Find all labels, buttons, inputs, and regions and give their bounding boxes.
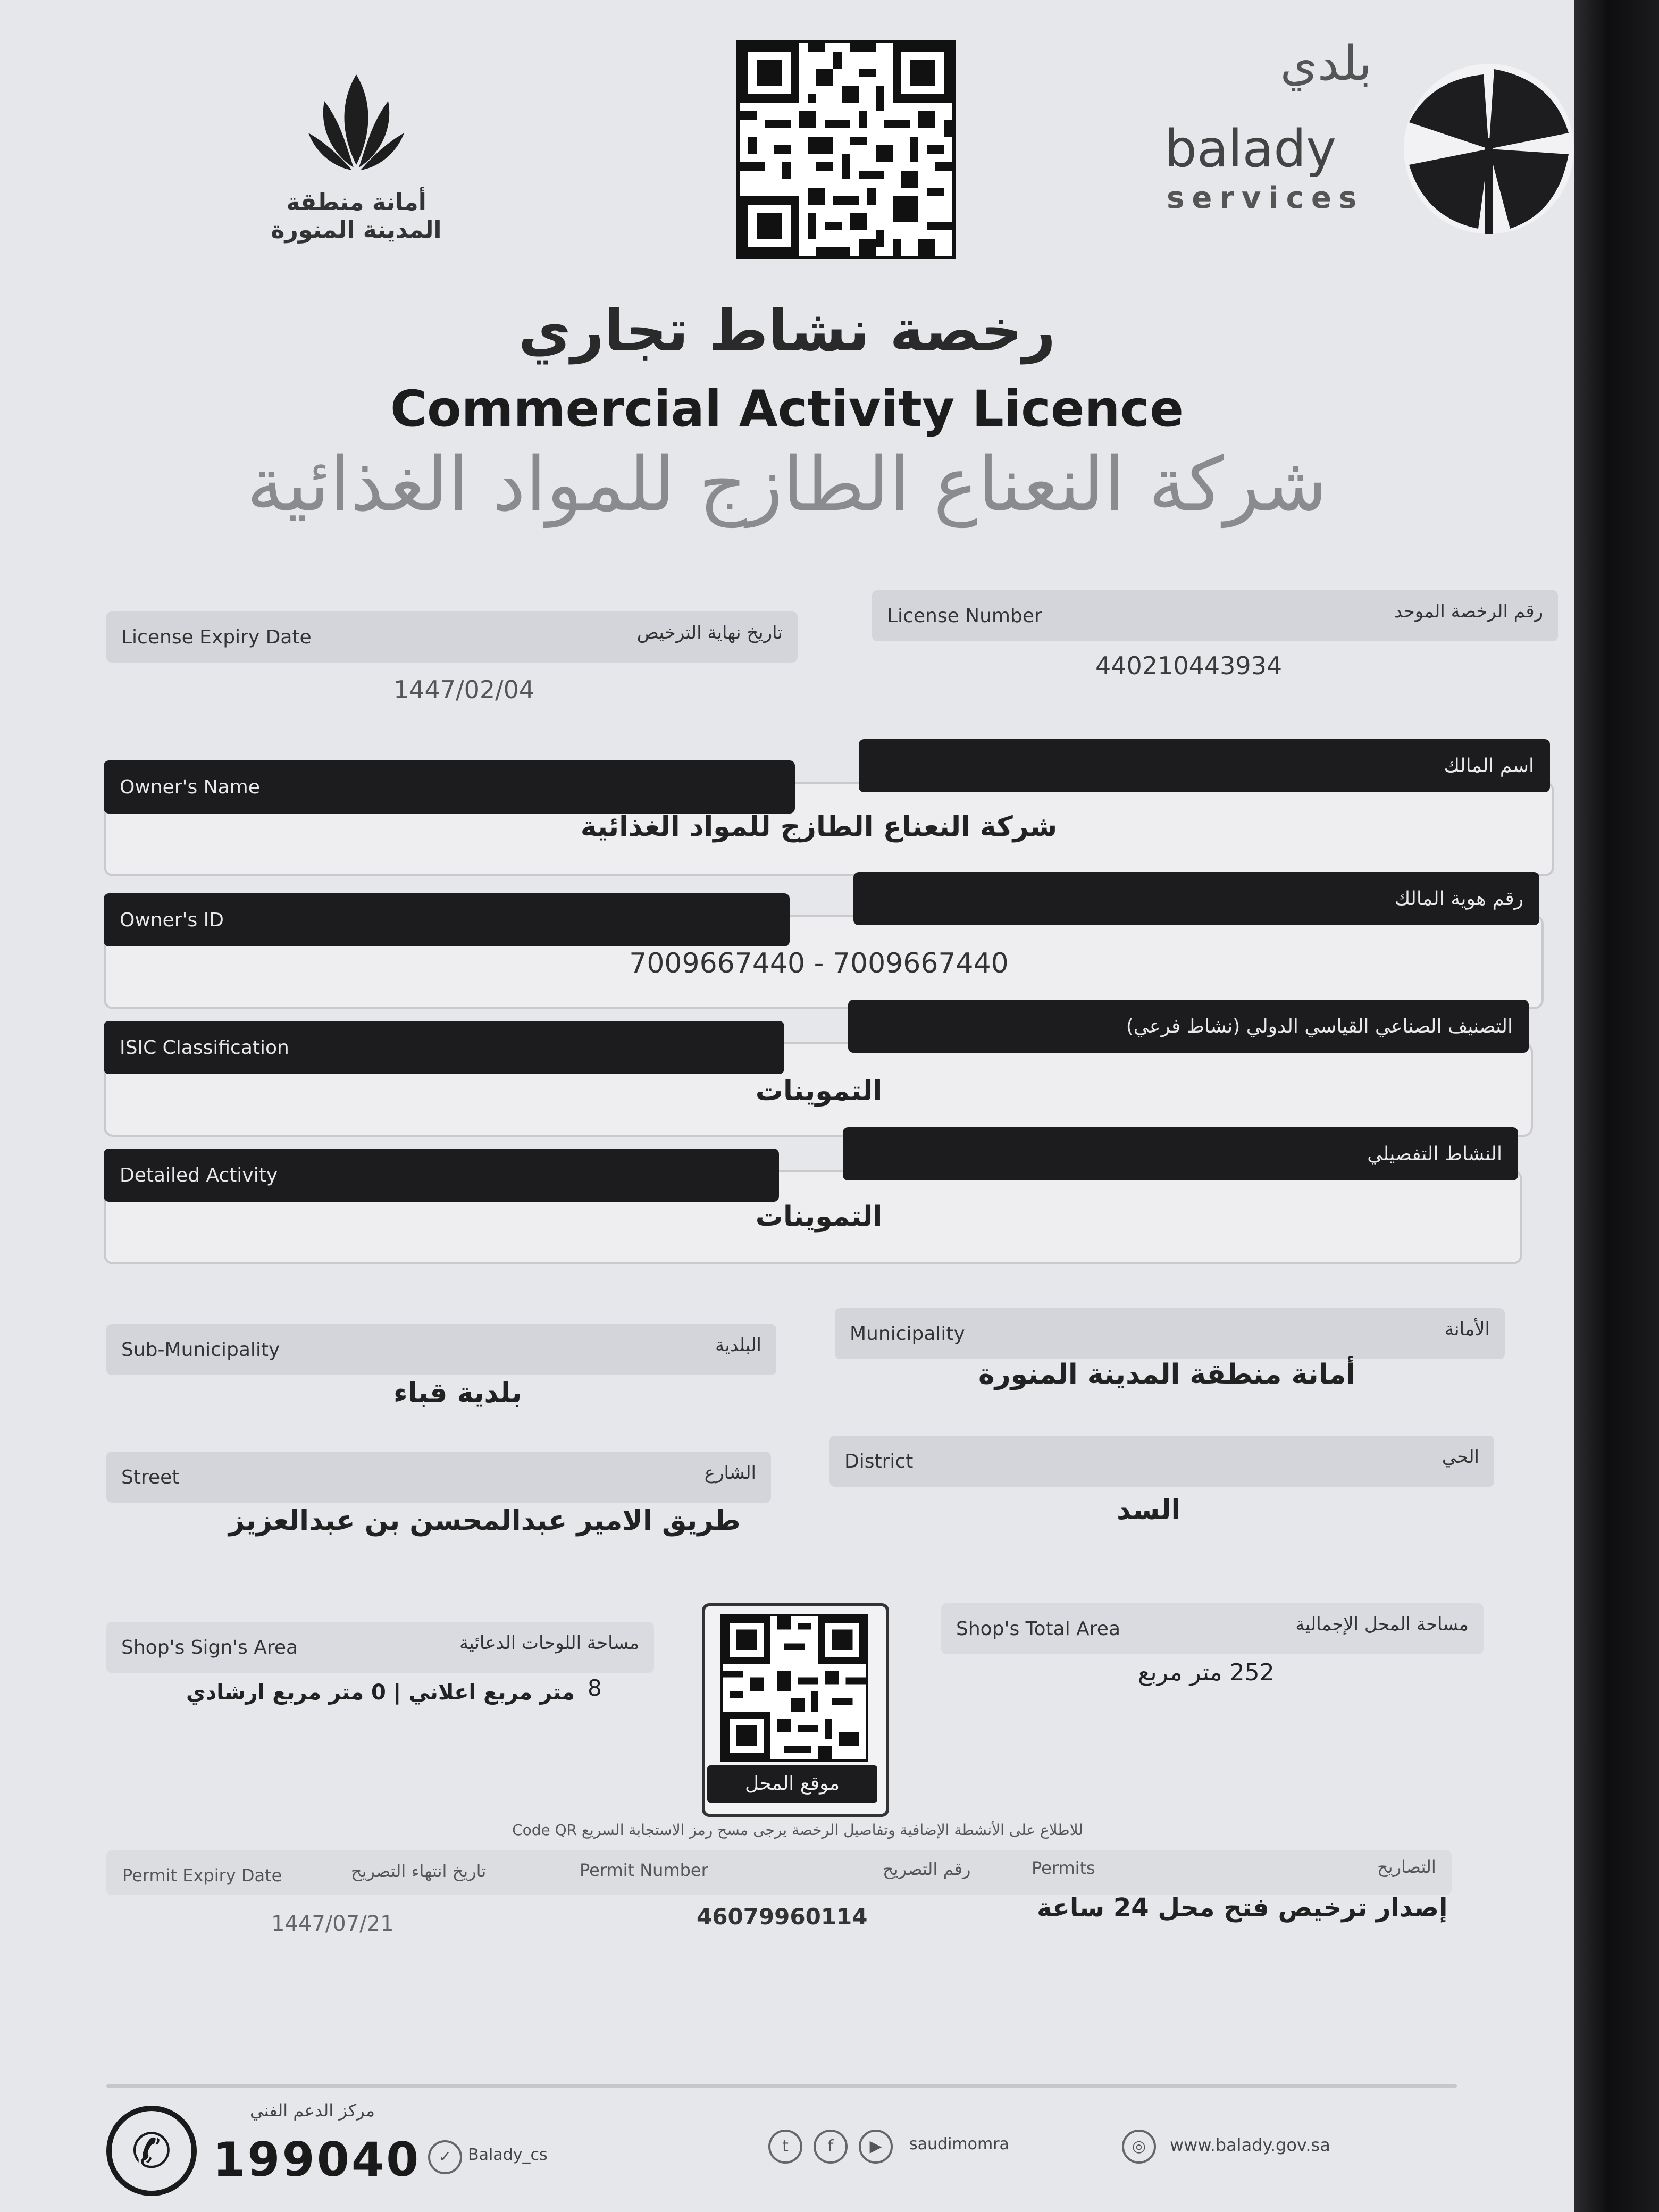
district-label-en: District bbox=[844, 1451, 914, 1472]
balady-arabic-wordmark: بلدي bbox=[1280, 36, 1372, 91]
twitter-handle: Balady_cs bbox=[468, 2146, 548, 2164]
permit-expiry-label-en: Permit Expiry Date bbox=[122, 1865, 282, 1886]
sub-municipality-value: بلدية قباء bbox=[393, 1377, 522, 1409]
detailed-activity-bar-ar bbox=[843, 1127, 1518, 1180]
owner-id-bar-ar bbox=[853, 872, 1539, 925]
permit-number-label-ar: رقم التصريح bbox=[883, 1859, 971, 1879]
website-link: www.balady.gov.sa bbox=[1170, 2135, 1330, 2155]
municipality-label-ar: الأمانة bbox=[1444, 1319, 1490, 1340]
isic-bar-ar bbox=[848, 1000, 1529, 1053]
total-area-value: 252 متر مربع bbox=[1138, 1659, 1275, 1686]
municipality-value: أمانة منطقة المدينة المنورة bbox=[978, 1359, 1356, 1390]
qr-note: للاطلاع على الأنشطة الإضافية وتفاصيل الرخصة يرجى مسح رمز الاستجابة السريع Code QR bbox=[512, 1821, 1083, 1839]
license-number-header bbox=[872, 590, 1558, 641]
shop-location-label: موقع المحل bbox=[745, 1773, 840, 1795]
license-expiry-value: 1447/02/04 bbox=[393, 675, 535, 704]
license-expiry-header bbox=[106, 611, 798, 663]
license-number-label-en: License Number bbox=[887, 605, 1042, 627]
isic-value: التموينات bbox=[755, 1075, 883, 1107]
globe-icon: ◎ bbox=[1122, 2130, 1156, 2164]
sign-area-label-en: Shop's Sign's Area bbox=[121, 1637, 298, 1658]
license-expiry-label-en: License Expiry Date bbox=[121, 626, 312, 648]
balady-logo bbox=[1164, 37, 1574, 229]
district-value: السد bbox=[1117, 1494, 1181, 1526]
sign-area-label-ar: مساحة اللوحات الدعائية bbox=[459, 1632, 639, 1654]
permit-expiry-value: 1447/07/21 bbox=[271, 1912, 394, 1936]
sub-municipality-label-ar: البلدية bbox=[715, 1335, 761, 1356]
balady-services-wordmark: services bbox=[1167, 181, 1364, 215]
twitter-icon: ✓ bbox=[428, 2140, 462, 2174]
balady-wordmark: balady bbox=[1164, 119, 1337, 179]
owner-id-value: 7009667440 - 7009667440 bbox=[629, 948, 1009, 979]
photo-frame-edge bbox=[1574, 0, 1659, 2212]
district-header bbox=[830, 1436, 1494, 1487]
license-qr-code bbox=[736, 40, 956, 259]
permit-expiry-label-ar: تاريخ انتهاء التصريح bbox=[351, 1861, 487, 1881]
permits-header bbox=[106, 1850, 1452, 1895]
shop-location-qr-code bbox=[720, 1614, 868, 1762]
total-area-label-ar: مساحة المحل الإجمالية bbox=[1295, 1614, 1469, 1635]
street-label-ar: الشارع bbox=[704, 1462, 756, 1484]
detailed-activity-label-en: Detailed Activity bbox=[120, 1164, 278, 1186]
isic-label-en: ISIC Classification bbox=[120, 1037, 289, 1059]
permits-label-ar: التصاريح bbox=[1377, 1857, 1436, 1877]
municipality-logo bbox=[245, 69, 468, 261]
detailed-activity-bar-en bbox=[104, 1149, 779, 1202]
company-name-arabic: شركة النعناع الطازج للمواد الغذائية bbox=[246, 441, 1328, 528]
youtube-icon: ▶ bbox=[859, 2130, 893, 2164]
total-area-label-en: Shop's Total Area bbox=[956, 1618, 1121, 1640]
footer-divider bbox=[106, 2084, 1457, 2088]
sub-municipality-label-en: Sub-Municipality bbox=[121, 1339, 280, 1361]
owner-name-label-ar: اسم المالك bbox=[1444, 755, 1534, 777]
owner-id-label-en: Owner's ID bbox=[120, 909, 224, 931]
owner-name-bar-en bbox=[104, 760, 795, 814]
municipality-header bbox=[835, 1308, 1505, 1359]
detailed-activity-value: التموينات bbox=[755, 1201, 883, 1233]
social-handle: saudimomra bbox=[909, 2135, 1009, 2154]
permit-number-label-en: Permit Number bbox=[580, 1860, 708, 1880]
palm-tree-icon bbox=[1398, 58, 1574, 234]
owner-id-label-ar: رقم هوية المالك bbox=[1394, 888, 1523, 910]
street-header bbox=[106, 1452, 771, 1503]
twitter-bird-icon: t bbox=[768, 2130, 802, 2164]
total-area-header bbox=[941, 1603, 1484, 1654]
permits-value: إصدار ترخيص فتح محل 24 ساعة bbox=[1037, 1893, 1448, 1923]
license-number-label-ar: رقم الرخصة الموحد bbox=[1394, 601, 1543, 622]
sign-area-header bbox=[106, 1622, 654, 1673]
street-value: طريق الامير عبدالمحسن بن عبدالعزيز bbox=[229, 1505, 741, 1537]
municipality-emblem-icon bbox=[303, 69, 409, 175]
title-arabic: رخصة نشاط تجاري bbox=[518, 298, 1056, 364]
owner-name-value: شركة النعناع الطازج للمواد الغذائية bbox=[580, 811, 1058, 843]
license-expiry-label-ar: تاريخ نهاية الترخيص bbox=[636, 622, 783, 643]
support-hotline: 199040 bbox=[213, 2132, 421, 2187]
phone-icon: ✆ bbox=[106, 2106, 197, 2196]
municipality-label-en: Municipality bbox=[850, 1323, 965, 1345]
sign-area-number: 8 bbox=[588, 1675, 602, 1701]
support-center-label: مركز الدعم الفني bbox=[250, 2100, 375, 2121]
street-label-en: Street bbox=[121, 1467, 180, 1488]
municipality-logo-text: أمانة منطقة المدينة المنورة bbox=[271, 189, 442, 244]
sign-area-value: متر مربع اعلاني | 0 متر مربع ارشادي bbox=[186, 1680, 575, 1705]
title-english: Commercial Activity Licence bbox=[390, 380, 1184, 438]
isic-label-ar: التصنيف الصناعي القياسي الدولي (نشاط فرعي) bbox=[1126, 1016, 1513, 1037]
owner-name-bar-ar bbox=[859, 739, 1550, 792]
permit-number-value: 46079960114 bbox=[697, 1904, 868, 1930]
license-number-value: 440210443934 bbox=[1095, 651, 1283, 680]
shop-location-label-bar bbox=[707, 1765, 877, 1803]
detailed-activity-label-ar: النشاط التفصيلي bbox=[1367, 1143, 1502, 1165]
owner-id-bar-en bbox=[104, 893, 790, 946]
owner-name-label-en: Owner's Name bbox=[120, 776, 260, 798]
isic-bar-en bbox=[104, 1021, 784, 1074]
district-label-ar: الحي bbox=[1442, 1446, 1479, 1468]
facebook-icon: f bbox=[814, 2130, 848, 2164]
sub-municipality-header bbox=[106, 1324, 776, 1375]
permits-label-en: Permits bbox=[1032, 1858, 1095, 1878]
